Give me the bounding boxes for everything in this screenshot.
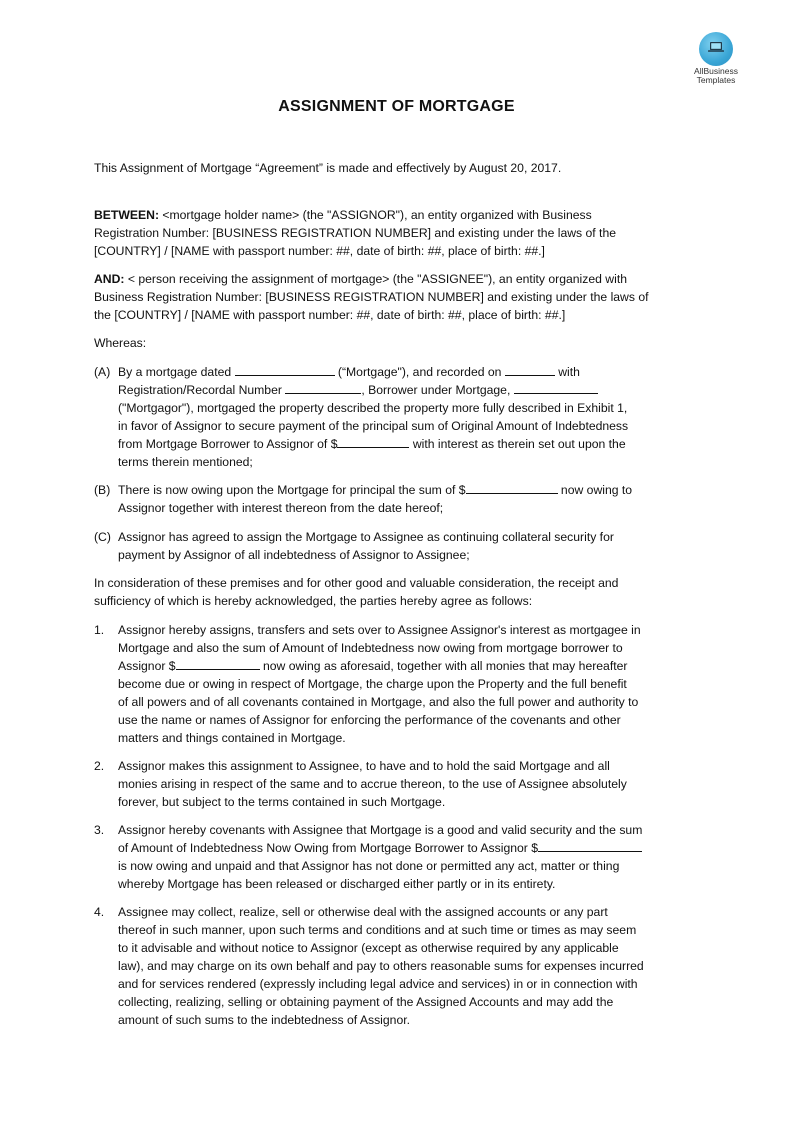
logo-text-line2: Templates (696, 75, 736, 85)
clause-1-text: Assignor hereby assigns, transfers and sets over to Assignee Assignor's interest as mortgagee in (118, 623, 641, 637)
clause-label: 4. (94, 905, 105, 919)
recital-a-text: ("Mortgagor"), mortgaged the property described the property more fully described in Exhibit 1, (118, 401, 628, 415)
allbusiness-templates-logo (686, 32, 746, 85)
clause-2-text: Assignor makes this assignment to Assignee, to have and to hold the said Mortgage and all (118, 759, 610, 773)
recital-a-text: , Borrower under Mortgage, (361, 383, 514, 397)
owing-amount-blank (538, 839, 642, 852)
recital-a-text: with (554, 365, 580, 379)
clause-label: 1. (94, 623, 105, 637)
and-line-2: Business Registration Number: [BUSINESS REGISTRATION NUMBER] and existing under the laws of (94, 290, 649, 304)
clause-3-text: of Amount of Indebtedness Now Owing from Mortgage Borrower to Assignor $ (118, 841, 539, 855)
recital-a-text: with interest as therein set out upon the (409, 437, 626, 451)
clause-3 (94, 821, 704, 893)
clause-2-text: forever, but subject to the terms contained in such Mortgage. (118, 795, 446, 809)
recital-a-text: in favor of Assignor to secure payment of the principal sum of Original Amount of Indebtedness (118, 419, 629, 433)
registration-number-blank (285, 381, 361, 394)
intro-paragraph: This Assignment of Mortgage “Agreement” is made and effectively by August 20, 2017. (94, 161, 562, 175)
recital-label: (C) (94, 530, 111, 544)
recital-c-text: payment by Assignor of all indebtedness of Assignor to Assignee; (118, 548, 470, 562)
clause-4-text: to it advisable and without notice to Assignor (except as otherwise required by any applicable (118, 941, 619, 955)
clause-4-text: law), and may charge on its own behalf and pay to others reasonable sums for expenses incurred (118, 959, 644, 973)
between-line-2: Registration Number: [BUSINESS REGISTRATION NUMBER] and existing under the laws of the (94, 226, 616, 240)
clause-2-text: monies arising in respect of the same and to accrue thereon, to the use of Assignee absolutely (118, 777, 627, 791)
and-line-1: < person receiving the assignment of mortgage> (the "ASSIGNEE"), an entity organized with (124, 272, 627, 286)
recital-c-text: Assignor has agreed to assign the Mortgage to Assignee as continuing collateral security for (118, 530, 614, 544)
clause-1-text: Assignor $ (118, 659, 176, 673)
clause-3-text: Assignor hereby covenants with Assignee that Mortgage is a good and valid security and the sum (118, 823, 643, 837)
recital-a-text: Registration/Recordal Number (118, 383, 286, 397)
recital-label: (B) (94, 483, 111, 497)
clause-3-text: is now owing and unpaid and that Assignor has not done or permitted any act, matter or thing (118, 859, 620, 873)
clause-1-text: Mortgage and also the sum of Amount of Indebtedness now owing from mortgage borrower to (118, 641, 623, 655)
clause-label: 2. (94, 759, 105, 773)
recorded-date-blank (505, 363, 555, 376)
between-line-3: [COUNTRY] / [NAME with passport number: ##, date of birth: ##, place of birth: ##.] (94, 244, 545, 258)
borrower-blank (514, 381, 598, 394)
between-paragraph (94, 206, 704, 260)
recital-b (94, 481, 704, 517)
clause-4-text: collecting, realizing, selling or obtaining payment of the Assigned Accounts and may add the (118, 995, 614, 1009)
and-line-3: the [COUNTRY] / [NAME with passport number: ##, date of birth: ##, place of birth: ##.] (94, 308, 566, 322)
document-title: ASSIGNMENT OF MORTGAGE (278, 98, 515, 115)
consideration-line: sufficiency of which is hereby acknowledged, the parties hereby agree as follows: (94, 594, 533, 608)
principal-amount-blank (337, 435, 409, 448)
clause-1-text: become due or owing in respect of Mortgage, the charge upon the Property and the full benefit (118, 677, 627, 691)
recital-a (94, 363, 704, 471)
clause-4-text: and for services rendered (expressly including legal advice and services) in or in connection with (118, 977, 638, 991)
recital-a-text: terms therein mentioned; (118, 455, 253, 469)
recital-b-text: now owing to (557, 483, 633, 497)
clause-2 (94, 757, 704, 811)
recital-a-text: from Mortgage Borrower to Assignor of $ (118, 437, 338, 451)
clause-4-text: thereof in such manner, upon such terms and conditions and at such time or times as may seem (118, 923, 637, 937)
clause-1-text: use the name or names of Assignor for enforcing the performance of the covenants and other (118, 713, 621, 727)
laptop-icon (699, 32, 733, 66)
recital-b-text: Assignor together with interest thereon from the date hereof; (118, 501, 444, 515)
clause-4-text: Assignee may collect, realize, sell or otherwise deal with the assigned accounts or any part (118, 905, 608, 919)
consideration-line: In consideration of these premises and for other good and valuable consideration, the receipt and (94, 576, 619, 590)
clause-label: 3. (94, 823, 105, 837)
recital-b-text: There is now owing upon the Mortgage for principal the sum of $ (118, 483, 466, 497)
clause-1-text: of all powers and of all covenants contained in Mortgage, and also the full power and authority to (118, 695, 639, 709)
clause-1-text: now owing as aforesaid, together with all monies that may hereafter (259, 659, 628, 673)
logo-text-line1: AllBusiness (694, 66, 738, 76)
amount-blank (176, 657, 260, 670)
clause-4-text: amount of such sums to the indebtedness of Assignor. (118, 1013, 410, 1027)
recital-c (94, 528, 704, 564)
between-label: BETWEEN: (94, 208, 159, 222)
recital-label: (A) (94, 365, 111, 379)
clause-1 (94, 621, 704, 747)
clause-3-text: whereby Mortgage has been released or discharged either partly or in its entirety. (118, 877, 556, 891)
between-line-1: <mortgage holder name> (the "ASSIGNOR"), an entity organized with Business (159, 208, 592, 222)
owing-amount-blank (466, 481, 558, 494)
whereas-heading: Whereas: (94, 336, 147, 350)
and-label: AND: (94, 272, 125, 286)
clause-1-text: matters and things contained in Mortgage. (118, 731, 346, 745)
mortgage-date-blank (235, 363, 335, 376)
clause-4 (94, 903, 704, 1029)
recital-a-text: (“Mortgage"), and recorded on (334, 365, 505, 379)
and-paragraph (94, 270, 704, 324)
recital-a-text: By a mortgage dated (118, 365, 235, 379)
consideration-paragraph (94, 574, 704, 610)
